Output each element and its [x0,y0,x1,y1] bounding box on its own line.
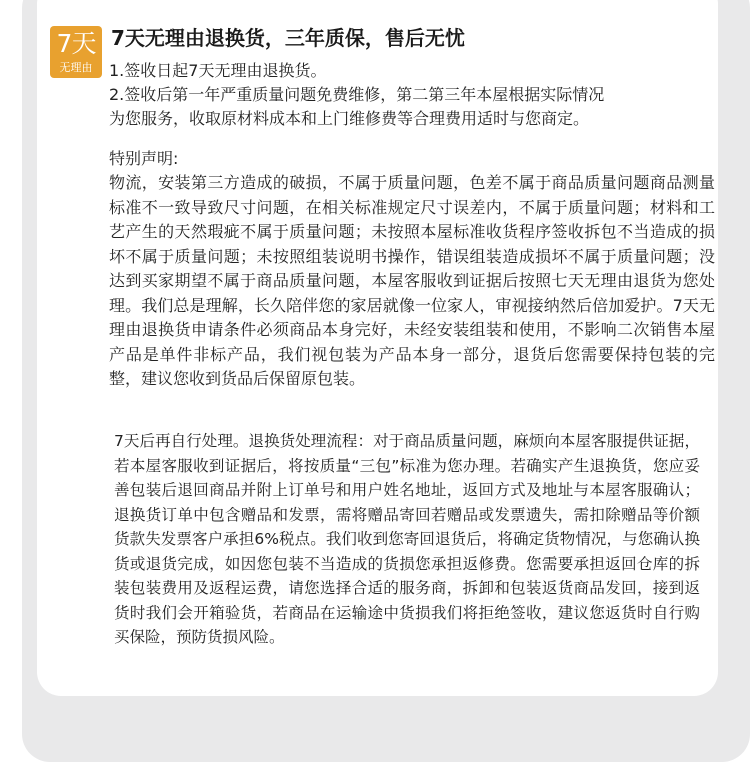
special-heading: 特别声明: [109,149,179,168]
badge-sub-text: 无理由 [59,61,93,74]
return-process-body: 7天后再自行处理。退换货处理流程：对于商品质量问题，麻烦向本屋客服提供证据，若本屋客服收到证据后，将按质量“三包”标准为您办理。若确实产生退换货，您应妥善包装后退回商品并附上订单号和用户姓名地址，返回方式及地址与本屋客服确认；退换货订单中包含赠品和发票，需将赠品寄回若赠品或发票遗失，需扣除赠品等价额货款失发票客户承担6%税点。我们收到您寄回退货后，将确定货物情况，与您确认换货或退货完成，如因您包装不当造成的货损您承担返修费。您需要承担返回仓库的拆装包装费用及返程运费，请您选择合适的服务商，拆卸和包装返货商品发回，接到返货时我们会开箱验货，若商品在运输途中货损我们将拒绝签收，建议您返货时自行购买保险，预防货损风险。 [114,432,700,646]
seven-day-badge [50,26,102,78]
point-1: 1.签收日起7天无理由退换货。 [109,61,327,80]
point-2: 2.签收后第一年严重质量问题免费维修，第二第三年本屋根据实际情况 [109,85,605,104]
page-title: 7天无理由退换货，三年质保，售后无忧 [111,26,465,50]
point-2-continued: 为您服务，收取原材料成本和上门维修费等合理费用适时与您商定。 [109,109,590,128]
badge-main-text: 7天 [56,29,96,58]
special-statement-body: 物流，安装第三方造成的破损，不属于质量问题，色差不属于商品质量问题商品测量标准不一致导致尺寸问题，在相关标准规定尺寸误差内，不属于质量问题；材料和工艺产生的天然瑕疵不属于质量问题；未按照本屋标准收货程序签收拆包不当造成的损坏不属于质量问题；未按照组装说明书操作，错误组装造成损坏不属于质量问题；没达到买家期望不属于商品质量问题，本屋客服收到证据后按照七天无理由退货为您处理。我们总是理解，长久陪伴您的家居就像一位家人，审视接纳然后倍加爱护。7天无理由退换货申请条件必须商品本身完好，未经安装组装和使用，不影响二次销售本屋产品是单件非标产品，我们视包装为产品本身一部分，退货后您需要保持包装的完整，建议您收到货品后保留原包装。 [109,173,715,388]
